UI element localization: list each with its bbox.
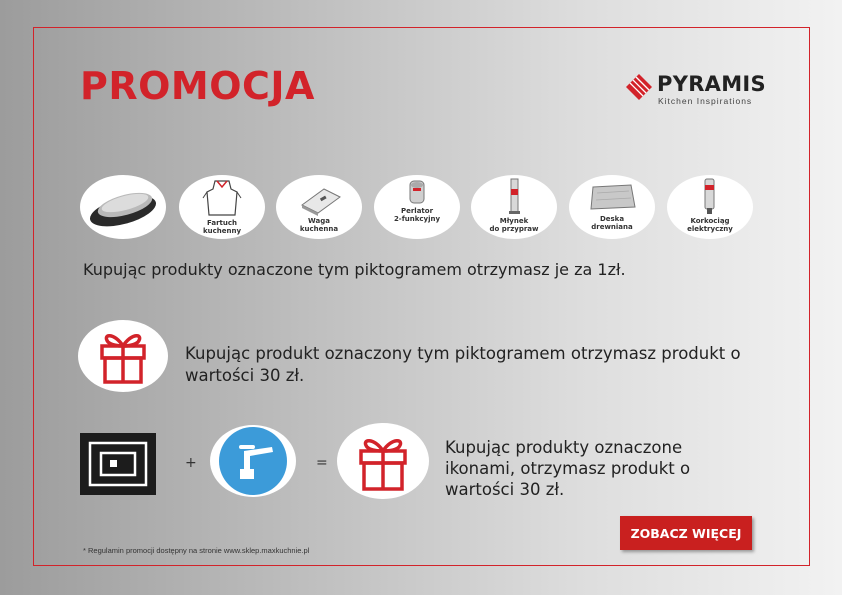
gift-pictogram-result <box>337 423 429 499</box>
built-in-sink-icon <box>80 433 156 495</box>
gift-label-scale: Waga kuchenna <box>299 217 339 233</box>
pyramis-stripes-icon <box>626 74 652 100</box>
promo-text-1zl: Kupując produkty oznaczone tym piktogramem otrzymasz je za 1zł. <box>83 260 626 279</box>
gift-box-icon <box>337 423 429 499</box>
built-in-sink-pictogram <box>80 433 156 495</box>
see-more-button[interactable]: ZOBACZ WIĘCEJ <box>620 516 752 550</box>
faucet-pictogram <box>210 425 296 497</box>
gift-label-apron: Fartuch kuchenny <box>202 219 242 235</box>
plus-sign: + <box>185 455 197 471</box>
gift-label-aerator: Perlator 2-funkcyjny <box>393 207 441 223</box>
promo-text-combo: Kupując produkty oznaczone ikonami, otrzymasz produkt o wartości 30 zł. <box>445 438 691 499</box>
gift-box-icon <box>78 320 168 392</box>
gift-apron <box>179 175 265 239</box>
promo-text-30zl: Kupując produkt oznaczony tym piktogramem otrzymasz produkt o wartości 30 zł. <box>185 344 741 385</box>
gift-label-grinder: Młynek do przypraw <box>489 217 539 233</box>
gift-pictogram <box>78 320 168 392</box>
gift-soap-dispenser <box>80 175 166 239</box>
gift-kitchen-scale <box>276 175 362 239</box>
pyramis-soap-dispenser-icon <box>80 175 166 239</box>
logo-name: PYRAMIS <box>657 72 766 96</box>
equals-sign: = <box>316 455 328 471</box>
logo-tagline: Kitchen Inspirations <box>658 96 753 106</box>
faucet-icon <box>210 425 296 497</box>
footnote: * Regulamin promocji dostępny na stronie www.sklep.maxkuchnie.pl <box>83 546 310 555</box>
gift-spice-grinder <box>471 175 557 239</box>
page-title: PROMOCJA <box>80 64 315 108</box>
gift-label-board: Deska drewniana <box>591 215 633 231</box>
gift-electric-corkscrew <box>667 175 753 239</box>
gift-label-corkscrew: Korkociąg elektryczny <box>687 217 733 233</box>
gift-aerator <box>374 175 460 239</box>
pyramis-logo <box>626 72 766 108</box>
gift-cutting-board <box>569 175 655 239</box>
